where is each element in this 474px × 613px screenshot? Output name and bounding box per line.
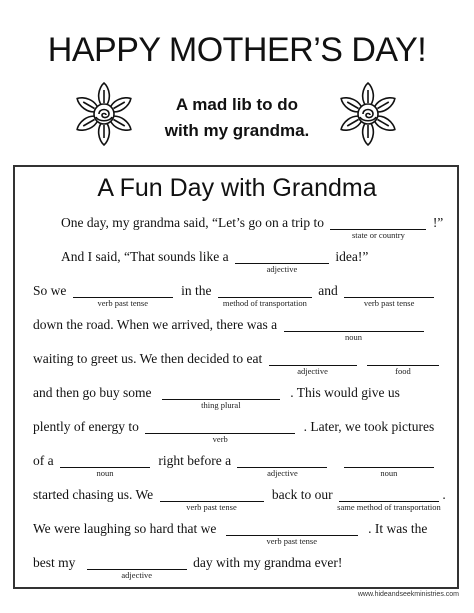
story-text: !” [432, 215, 444, 230]
blank-hint: verb [212, 434, 228, 444]
story-text: idea!” [335, 249, 369, 264]
story-text: best my [33, 555, 76, 570]
blank-hint: adjective [121, 570, 153, 580]
blank-verb-past-tense[interactable] [226, 520, 358, 546]
story-line [33, 486, 446, 512]
blank-hint: thing plural [201, 400, 241, 410]
story-text: waiting to greet us. We then decided to eat [33, 351, 263, 366]
story-text: . It was the [368, 521, 428, 536]
blank-hint: verb past tense [266, 536, 317, 546]
story-line [33, 452, 437, 478]
blank-hint: noun [380, 468, 398, 478]
story-text: . Later, we took pictures [303, 419, 435, 434]
story-line [33, 350, 442, 376]
story-line [33, 282, 437, 308]
story-line [33, 520, 428, 546]
blank-food[interactable] [367, 350, 439, 376]
subtitle [140, 92, 334, 144]
blank-hint: adjective [266, 264, 298, 274]
blank-hint: verb past tense [97, 298, 148, 308]
story-text: We were laughing so hard that we [33, 521, 217, 536]
blank-verb-past-tense[interactable] [344, 282, 434, 308]
blank-thing-plural[interactable] [162, 384, 280, 410]
story-line [61, 214, 444, 240]
subtitle-line: with my grandma. [164, 121, 310, 140]
story-text: and [318, 283, 338, 298]
story-text: in the [181, 283, 212, 298]
story-text: And I said, “That sounds like a [61, 249, 229, 264]
story-line [33, 418, 435, 444]
blank-noun[interactable] [60, 452, 150, 478]
story-line [61, 248, 369, 274]
blank-method-of-transportation[interactable] [218, 282, 312, 308]
blank-hint: same method of transportation [337, 502, 441, 512]
story-text: of a [33, 453, 54, 468]
blank-verb-past-tense[interactable] [160, 486, 264, 512]
blank-adjective[interactable] [87, 554, 187, 580]
blank-adjective[interactable] [237, 452, 327, 478]
blank-same-method-of-transportation[interactable] [337, 486, 441, 512]
story-text: day with my grandma ever! [193, 555, 343, 570]
blank-hint: adjective [267, 468, 298, 478]
story-line [33, 316, 427, 342]
flower-icon [336, 82, 400, 146]
blank-hint: verb past tense [363, 298, 415, 308]
story-text: . This would give us [290, 385, 400, 400]
blank-verb[interactable] [145, 418, 295, 444]
story-text: plently of energy to [33, 419, 139, 434]
blank-adjective[interactable] [235, 248, 329, 274]
blank-adjective[interactable] [269, 350, 357, 376]
blank-hint: noun [96, 468, 114, 478]
story-text: One day, my grandma said, “Let’s go on a trip to [61, 215, 325, 230]
page-title: HAPPY MOTHER’S DAY! [47, 31, 427, 69]
blank-hint: food [395, 366, 411, 376]
story-line [33, 384, 400, 410]
blank-hint: method of transportation [222, 298, 307, 308]
blank-hint: verb past tense [186, 502, 237, 512]
story-title: A Fun Day with Grandma [97, 174, 377, 202]
blank-state-or-country[interactable] [330, 214, 426, 240]
story-text: . [442, 487, 446, 502]
story-text: right before a [158, 453, 232, 468]
story-text: and then go buy some [33, 385, 152, 400]
story-text: back to our [271, 487, 333, 502]
story-text: down the road. When we arrived, there was a [33, 317, 278, 332]
blank-hint: noun [345, 332, 363, 342]
story-line [33, 554, 343, 580]
blank-noun[interactable] [344, 452, 434, 478]
footer-website: www.hideandseekministries.com [357, 591, 459, 598]
flower-icon [72, 82, 136, 146]
story-text: So we [33, 283, 67, 298]
blank-noun[interactable] [284, 316, 424, 342]
story-text: started chasing us. We [33, 487, 154, 502]
blank-hint: state or country [352, 230, 405, 240]
blank-hint: adjective [297, 366, 328, 376]
subtitle-line: A mad lib to do [175, 95, 299, 114]
blank-verb-past-tense[interactable] [73, 282, 173, 308]
